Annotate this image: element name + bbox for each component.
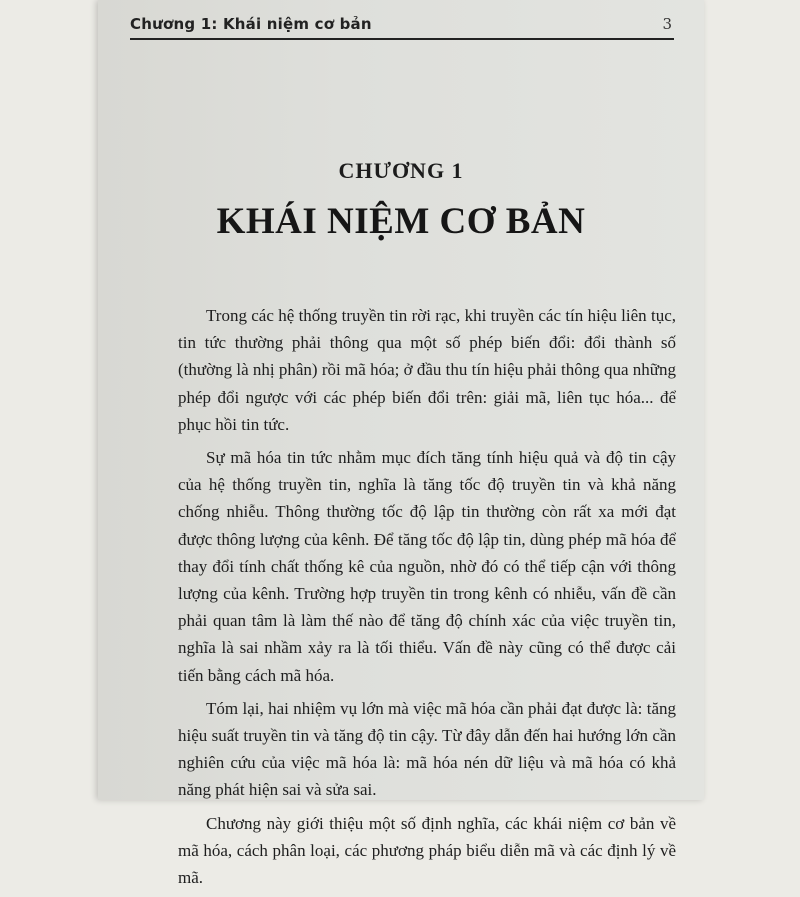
book-page — [98, 0, 704, 888]
paragraph: Sự mã hóa tin tức nhằm mục đích tăng tính hiệu quả và độ tin cậy của hệ thống truyền tin, nghĩa là tăng tốc độ truyền tin và khả năng chống nhiễu. Thông thường tốc độ lập tin thường còn rất xa mới đạt được thông lượng của kênh. Để tăng tốc độ lập tin, dùng phép mã hóa để thay đổi tính chất thống kê của nguồn, nhờ đó có thể tiếp cận với thông lượng của kênh. Trường hợp truyền tin trong kênh có nhiễu, vấn đề cần phải quan tâm là làm thế nào để tăng độ chính xác của việc truyền tin, nghĩa là sai nhầm xảy ra là tối thiểu. Vấn đề này cũng có thể được cải tiến bằng cách mã hóa. — [178, 448, 676, 685]
paragraph: Chương này giới thiệu một số định nghĩa, các khái niệm cơ bản về mã hóa, cách phân loại, các phương pháp biểu diễn mã và các định lý về mã. — [178, 813, 676, 888]
chapter-title: KHÁI NIỆM CƠ BẢN — [216, 201, 586, 242]
paragraph: Tóm lại, hai nhiệm vụ lớn mà việc mã hóa cần phải đạt được là: tăng hiệu suất truyền tin và tăng độ tin cậy. Từ đây dẫn đến hai hướng lớn cần nghiên cứu của việc mã hóa là: mã hóa nén dữ liệu và mã hóa có khả năng phát hiện sai và sửa sai. — [178, 698, 676, 800]
body-text — [178, 302, 676, 897]
running-header-title: Chương 1: Khái niệm cơ bản — [130, 15, 372, 33]
chapter-label: CHƯƠNG 1 — [338, 158, 464, 183]
page-number: 3 — [662, 15, 672, 33]
running-header — [130, 12, 674, 40]
paragraph: Trong các hệ thống truyền tin rời rạc, khi truyền các tín hiệu liên tục, tin tức thường phải thông qua một số phép biến đổi: đổi thành số (thường là nhị phân) rồi mã hóa; ở đầu thu tín hiệu phải thông qua những phép đổi ngược với các phép biến đổi trên: giải mã, liên tục hóa... để phục hồi tin tức. — [178, 306, 676, 434]
